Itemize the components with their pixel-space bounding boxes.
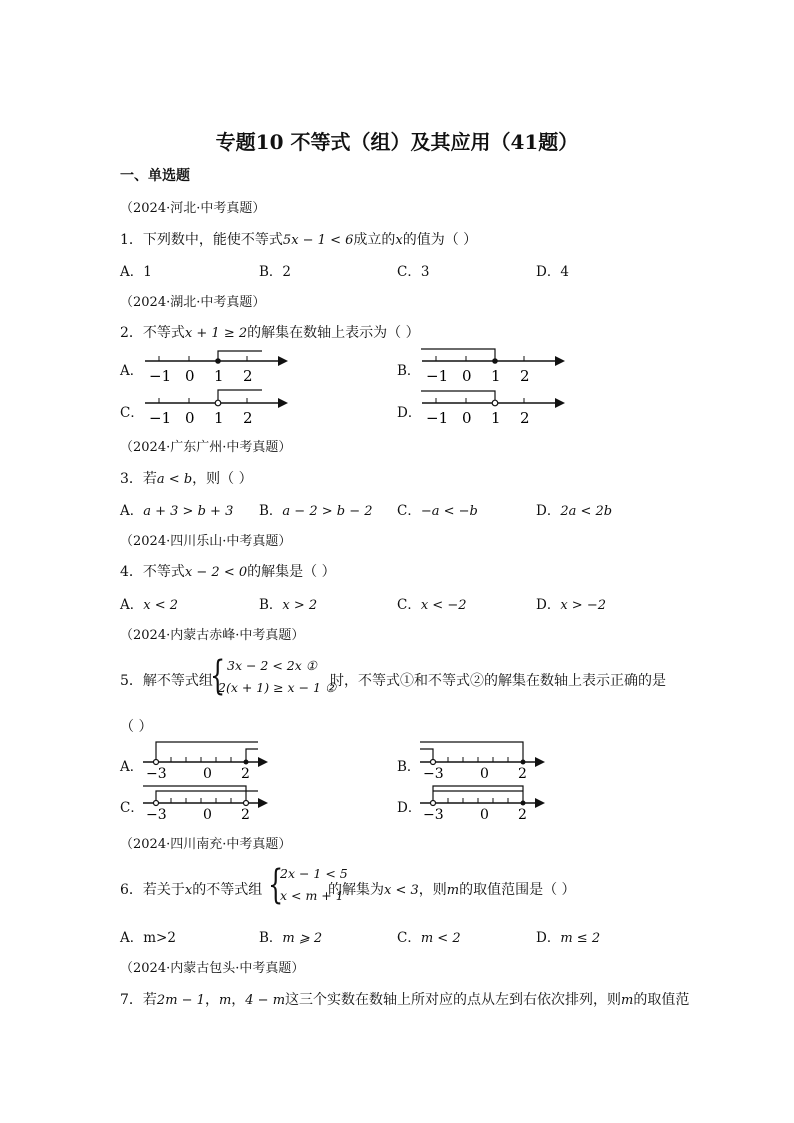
tick-label: −1 xyxy=(426,409,449,427)
q4-option-d[interactable] xyxy=(536,593,606,613)
option-text: 2a < 2b xyxy=(560,504,613,519)
q2-number-line-c xyxy=(140,387,295,427)
option-text: 1 xyxy=(143,264,152,280)
q5-stem-post: 时，不等式①和不等式②的解集在数轴上表示正确的是 xyxy=(330,673,666,689)
q4-stem-post: 的解集是（ ） xyxy=(247,564,336,580)
option-letter: B． xyxy=(259,503,283,519)
q7-expr1: 2m − 1 xyxy=(156,993,205,1008)
q3-expr: a < b xyxy=(156,472,193,487)
q7-sep2: ， xyxy=(231,992,246,1008)
option-text: 3 xyxy=(420,264,430,280)
q6-system-line1: 2x − 1 < 5 xyxy=(280,866,348,881)
option-letter: C． xyxy=(397,264,421,280)
tick-label: 1 xyxy=(214,409,224,427)
q7-expr2: m xyxy=(218,993,232,1008)
tick-label: −1 xyxy=(426,367,449,385)
tick-label: −1 xyxy=(149,409,172,427)
tick-label: 2 xyxy=(520,409,530,427)
q6-stem-post: 的取值范围是（ ） xyxy=(459,882,576,898)
q6-option-a[interactable] xyxy=(120,926,176,946)
tick-label: 2 xyxy=(241,766,250,780)
q3-option-d[interactable] xyxy=(536,499,612,519)
q4-expr: x − 2 < 0 xyxy=(184,565,248,580)
q2-option-d-label[interactable]: D． xyxy=(397,405,422,421)
q3-stem-post: ，则（ ） xyxy=(192,471,253,487)
option-letter: A． xyxy=(120,503,144,519)
option-letter: D． xyxy=(536,597,561,613)
option-letter: D． xyxy=(536,503,561,519)
q7-sep1: ， xyxy=(204,992,219,1008)
q6-option-c[interactable] xyxy=(397,926,461,946)
q5-system-line2: 2(x + 1) ≥ x − 1 ② xyxy=(218,680,337,695)
q2-stem xyxy=(120,322,420,342)
q1-option-d[interactable] xyxy=(536,260,569,280)
option-letter: A． xyxy=(120,264,144,280)
q1-stem-pre: 1．下列数中，能使不等式 xyxy=(120,232,283,248)
q7-stem-pre: 7．若 xyxy=(120,992,157,1008)
q7-expr3: 4 − m xyxy=(245,993,286,1008)
tick-label: 0 xyxy=(185,409,195,427)
tick-label: 0 xyxy=(480,766,489,780)
q5-option-d-label[interactable]: D． xyxy=(397,800,422,816)
q6-stem-mid: 的不等式组 xyxy=(192,882,263,898)
tick-label: 2 xyxy=(243,409,253,427)
q3-option-c[interactable] xyxy=(397,499,478,519)
option-text: 4 xyxy=(560,264,569,280)
option-text: x < −2 xyxy=(420,598,467,613)
option-letter: B． xyxy=(259,930,283,946)
q6-option-b[interactable] xyxy=(259,926,322,946)
option-letter: A． xyxy=(120,597,144,613)
system-brace-icon: { xyxy=(210,653,226,699)
q7-stem-post: 的取值范 xyxy=(633,992,690,1008)
q5-option-b-label[interactable]: B． xyxy=(397,759,421,775)
q7-stem-mid: 这三个实数在数轴上所对应的点从左到右依次排列，则 xyxy=(285,992,622,1008)
option-text: x < 2 xyxy=(143,598,179,613)
q6-stem-mid2: 的解集为 xyxy=(328,882,384,898)
option-letter: B． xyxy=(259,264,283,280)
q4-option-b[interactable] xyxy=(259,593,317,613)
tick-label: 2 xyxy=(518,807,527,821)
q6-option-d[interactable] xyxy=(536,926,600,946)
q1-option-c[interactable] xyxy=(397,260,429,280)
tick-label: 2 xyxy=(243,367,253,385)
q1-option-b[interactable] xyxy=(259,260,291,280)
option-text: x > −2 xyxy=(560,598,606,613)
q1-expr: 5x − 1 < 6 xyxy=(282,233,354,248)
q5-number-line-c xyxy=(140,779,275,821)
q1-stem xyxy=(120,229,477,249)
q2-number-line-a xyxy=(140,345,295,385)
q3-source: （2024·广东广州·中考真题） xyxy=(120,440,292,455)
q2-number-line-d xyxy=(417,387,572,427)
tick-label: 0 xyxy=(203,766,212,780)
q2-number-line-b xyxy=(417,345,572,385)
q6-stem-mid3: ，则 xyxy=(418,882,447,898)
q3-stem-pre: 3．若 xyxy=(120,471,157,487)
q2-stem-post: 的解集在数轴上表示为（ ） xyxy=(247,325,420,341)
q5-option-a-label[interactable]: A． xyxy=(120,759,144,775)
q3-option-b[interactable] xyxy=(259,499,373,519)
tick-label: 1 xyxy=(214,367,224,385)
q6-stem-pre: 6．若关于 xyxy=(120,882,185,898)
q6-system-line2: x < m + 1 xyxy=(280,888,344,903)
tick-label: 0 xyxy=(462,409,472,427)
option-text: a + 3 > b + 3 xyxy=(143,504,234,519)
tick-label: −3 xyxy=(146,807,167,821)
q2-option-b-label[interactable]: B． xyxy=(397,363,421,379)
system-brace-icon: { xyxy=(268,862,284,908)
q6-source: （2024·四川南充·中考真题） xyxy=(120,837,292,852)
q5-number-line-d xyxy=(417,779,552,821)
q7-stem xyxy=(120,989,689,1009)
tick-label: 2 xyxy=(520,367,530,385)
q2-expr: x + 1 ≥ 2 xyxy=(184,326,248,341)
option-letter: C． xyxy=(397,930,421,946)
option-text: m ≤ 2 xyxy=(560,931,601,946)
tick-label: 2 xyxy=(518,766,527,780)
tick-label: 1 xyxy=(491,367,501,385)
q2-source: （2024·湖北·中考真题） xyxy=(120,295,266,310)
q4-option-a[interactable] xyxy=(120,593,178,613)
q2-stem-pre: 2．不等式 xyxy=(120,325,185,341)
q5-answer-paren: （ ） xyxy=(120,719,153,735)
q4-stem xyxy=(120,561,336,581)
q5-system-line1: 3x − 2 < 2x ① xyxy=(227,658,317,673)
q7-var: m xyxy=(621,993,634,1008)
q4-source: （2024·四川乐山·中考真题） xyxy=(120,534,292,549)
option-letter: C． xyxy=(397,597,421,613)
option-text: m>2 xyxy=(143,930,176,946)
option-text: x > 2 xyxy=(282,598,318,613)
q6-solution: x < 3 xyxy=(384,883,419,898)
q5-number-line-a xyxy=(140,738,275,780)
q2-option-a-label[interactable]: A． xyxy=(120,363,144,379)
q5-option-c-label[interactable]: C． xyxy=(120,800,144,816)
option-letter: A． xyxy=(120,930,144,946)
option-text: m ⩾ 2 xyxy=(282,931,323,946)
q6-var2: m xyxy=(446,883,460,898)
tick-label: −3 xyxy=(146,766,167,780)
q4-stem-pre: 4．不等式 xyxy=(120,564,185,580)
q1-stem-mid: 成立的 xyxy=(353,232,396,248)
q7-source: （2024·内蒙古包头·中考真题） xyxy=(120,961,305,976)
option-text: 2 xyxy=(282,264,292,280)
q4-option-c[interactable] xyxy=(397,593,467,613)
option-letter: D． xyxy=(536,930,561,946)
page-title: 专题10 不等式（组）及其应用（41题） xyxy=(215,130,579,154)
option-letter: C． xyxy=(397,503,421,519)
tick-label: 1 xyxy=(491,409,501,427)
option-text: a − 2 > b − 2 xyxy=(282,504,373,519)
q6-var: x xyxy=(184,883,193,898)
q6-stem-tail xyxy=(328,879,576,899)
option-letter: D． xyxy=(536,264,561,280)
q5-stem-pre: 5．解不等式组 xyxy=(120,673,213,689)
q5-number-line-b xyxy=(417,738,552,780)
tick-label: 0 xyxy=(185,367,195,385)
tick-label: −1 xyxy=(149,367,172,385)
tick-label: 0 xyxy=(462,367,472,385)
q1-source: （2024·河北·中考真题） xyxy=(120,201,266,216)
q1-option-a[interactable] xyxy=(120,260,152,280)
q3-option-a[interactable] xyxy=(120,499,233,519)
option-text: −a < −b xyxy=(420,504,478,519)
q2-option-c-label[interactable]: C． xyxy=(120,405,144,421)
tick-label: −3 xyxy=(423,807,444,821)
option-text: m < 2 xyxy=(420,931,461,946)
q3-stem xyxy=(120,468,253,488)
tick-label: 2 xyxy=(241,807,250,821)
q1-stem-post: 的值为（ ） xyxy=(402,232,478,248)
tick-label: −3 xyxy=(423,766,444,780)
option-letter: B． xyxy=(259,597,283,613)
section-heading: 一、单选题 xyxy=(120,168,190,184)
q1-var: x xyxy=(395,233,403,248)
tick-label: 0 xyxy=(203,807,212,821)
q5-source: （2024·内蒙古赤峰·中考真题） xyxy=(120,628,305,643)
tick-label: 0 xyxy=(480,807,489,821)
q6-stem xyxy=(120,879,262,899)
